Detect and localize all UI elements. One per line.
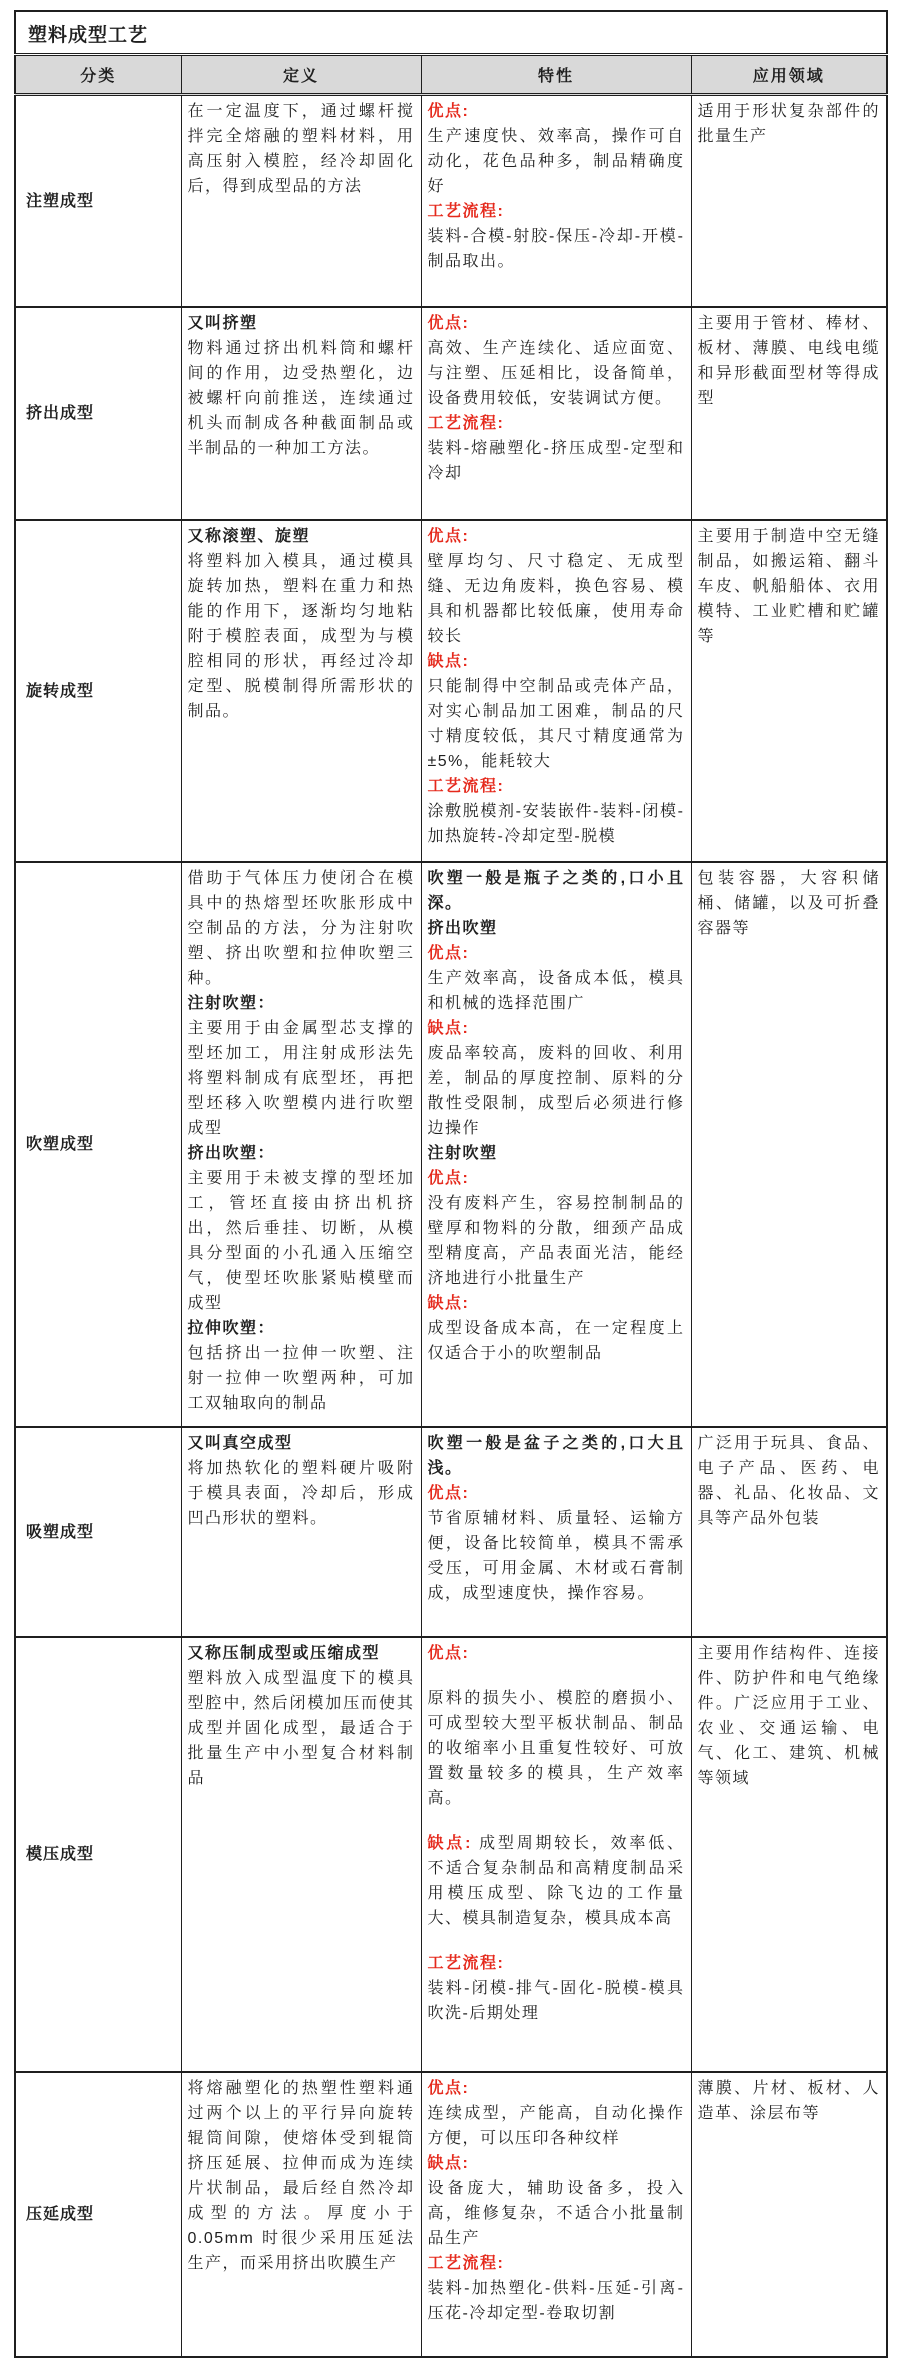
text-segment: 装料-闭模-排气-固化-脱模-模具吹洗-后期处理 bbox=[427, 1979, 685, 2022]
paragraph bbox=[428, 941, 685, 966]
definition-cell bbox=[181, 862, 421, 1427]
category-cell: 模压成型 bbox=[15, 1637, 181, 2072]
paragraph bbox=[188, 1141, 415, 1166]
paragraph bbox=[698, 1641, 881, 1791]
paragraph bbox=[428, 1316, 685, 1366]
features-cell bbox=[421, 1427, 691, 1637]
text-segment: 涂敷脱模剂-安装嵌件-装料-闭模-加热旋转-冷却定型-脱模 bbox=[427, 802, 685, 845]
table-body bbox=[15, 95, 887, 2357]
text-segment: 壁厚均匀、尺寸稳定、无成型缝、无边角废料，换色容易、模具和机器都比较低廉，使用寿命较长 bbox=[427, 552, 685, 645]
text-segment: 连续成型，产能高，自动化操作方便，可以压印各种纹样 bbox=[427, 2104, 685, 2147]
text-segment: 装料-熔融塑化-挤压成型-定型和冷却 bbox=[427, 439, 685, 482]
applications-cell bbox=[691, 2072, 887, 2357]
paragraph bbox=[428, 311, 685, 336]
features-cell bbox=[421, 95, 691, 307]
features-cell bbox=[421, 307, 691, 520]
text-segment: 挤出吹塑： bbox=[187, 1144, 276, 1162]
column-header-features: 特性 bbox=[421, 55, 691, 95]
paragraph bbox=[428, 1291, 685, 1316]
text-segment: 薄膜、片材、板材、人造革、涂层布等 bbox=[697, 2079, 881, 2122]
text-segment: 又称滚塑、旋塑 bbox=[187, 527, 311, 545]
paragraph bbox=[428, 2276, 685, 2326]
paragraph bbox=[428, 866, 685, 916]
paragraph bbox=[428, 99, 685, 124]
paragraph bbox=[428, 1016, 685, 1041]
text-segment: 包装容器，大容积储桶、储罐，以及可折叠容器等 bbox=[697, 869, 881, 937]
category-cell: 旋转成型 bbox=[15, 520, 181, 862]
highlight-label: 优点: bbox=[427, 944, 470, 962]
text-segment: 废品率较高，废料的回收、利用差，制品的厚度控制、原料的分散性受限制，成型后必须进行修边操作 bbox=[427, 1044, 685, 1137]
paragraph bbox=[428, 649, 685, 674]
text-segment: 主要用于制造中空无缝制品，如搬运箱、翻斗车皮、帆船船体、衣用模特、工业贮槽和贮罐等 bbox=[697, 527, 881, 645]
text-segment: 成型周期较长，效率低、不适合复杂制品和高精度制品采用模压成型、除飞边的工作量大、模具制造复杂，模具成本高 bbox=[427, 1834, 685, 1927]
highlight-label: 优点: bbox=[427, 314, 470, 332]
plastic-molding-table bbox=[14, 10, 888, 2358]
text-segment: 将塑料加入模具，通过模具旋转加热，塑料在重力和热能的作用下，逐渐均匀地粘附于模腔表面，成型为与模腔相同的形状，再经过冷却定型、脱模制得所需形状的制品。 bbox=[187, 552, 415, 720]
highlight-label: 工艺流程: bbox=[427, 1954, 505, 1972]
paragraph bbox=[188, 1016, 415, 1141]
highlight-label: 工艺流程: bbox=[427, 203, 505, 220]
paragraph bbox=[428, 774, 685, 799]
table-row bbox=[15, 1427, 887, 1637]
paragraph bbox=[188, 99, 415, 199]
paragraph bbox=[188, 311, 415, 336]
paragraph bbox=[428, 1976, 685, 2026]
paragraph bbox=[428, 916, 685, 941]
text-segment: 注射吹塑 bbox=[427, 1144, 498, 1162]
paragraph bbox=[428, 1191, 685, 1291]
applications-cell bbox=[691, 862, 887, 1427]
text-segment: 原料的损失小、模腔的磨损小、可成型较大型平板状制品、制品的收缩率小且重复性较好、可放置数量较多的模具，生产效率高。 bbox=[427, 1689, 685, 1807]
text-segment: 设备庞大，辅助设备多，投入高，维修复杂，不适合小批量制品生产 bbox=[427, 2179, 685, 2247]
paragraph bbox=[698, 2076, 881, 2126]
paragraph bbox=[428, 549, 685, 649]
highlight-label: 优点: bbox=[427, 1644, 470, 1662]
table-row bbox=[15, 862, 887, 1427]
table-row bbox=[15, 2072, 887, 2357]
paragraph bbox=[188, 1666, 415, 1791]
table-title-row bbox=[15, 11, 887, 55]
applications-cell bbox=[691, 95, 887, 307]
paragraph bbox=[188, 991, 415, 1016]
paragraph bbox=[698, 99, 881, 149]
paragraph bbox=[188, 866, 415, 991]
text-segment: 主要用于管材、棒材、板材、薄膜、电线电缆和异形截面型材等得成型 bbox=[697, 314, 881, 407]
category-cell: 吸塑成型 bbox=[15, 1427, 181, 1637]
table-row bbox=[15, 95, 887, 307]
paragraph bbox=[698, 524, 881, 649]
paragraph bbox=[188, 1341, 415, 1416]
category-cell: 注塑成型 bbox=[15, 95, 181, 307]
applications-cell bbox=[691, 1427, 887, 1637]
text-segment: 注射吹塑： bbox=[187, 994, 276, 1012]
highlight-label: 缺点: bbox=[427, 1834, 472, 1852]
paragraph bbox=[428, 1831, 685, 1931]
column-header-applications: 应用领域 bbox=[691, 55, 887, 95]
paragraph bbox=[428, 199, 685, 224]
highlight-label: 优点: bbox=[427, 2079, 470, 2097]
paragraph bbox=[188, 524, 415, 549]
applications-cell bbox=[691, 307, 887, 520]
text-segment: 成型设备成本高，在一定程度上仅适合于小的吹塑制品 bbox=[427, 1319, 685, 1362]
text-segment: 节省原辅材料、质量轻、运输方便，设备比较简单，模具不需承受压，可用金属、木材或石膏制成，成型速度快，操作容易。 bbox=[427, 1509, 685, 1602]
text-segment: 装料-加热塑化-供料-压延-引离-压花-冷却定型-卷取切割 bbox=[427, 2279, 685, 2322]
highlight-label: 缺点: bbox=[427, 1019, 470, 1037]
paragraph bbox=[698, 311, 881, 411]
highlight-label: 缺点: bbox=[427, 652, 470, 670]
applications-cell bbox=[691, 520, 887, 862]
paragraph bbox=[428, 336, 685, 411]
definition-cell bbox=[181, 520, 421, 862]
paragraph bbox=[428, 1166, 685, 1191]
table-row bbox=[15, 1637, 887, 2072]
text-segment: 主要用作结构件、连接件、防护件和电气绝缘件。广泛应用于工业、农业、交通运输、电气、化工、建筑、机械等领域 bbox=[697, 1644, 881, 1787]
paragraph bbox=[428, 1641, 685, 1666]
text-segment: 借助于气体压力使闭合在模具中的热熔型坯吹胀形成中空制品的方法，分为注射吹塑、挤出吹塑和拉伸吹塑三种。 bbox=[187, 869, 415, 987]
text-segment: 适用于形状复杂部件的批量生产 bbox=[697, 103, 881, 145]
paragraph bbox=[428, 1666, 685, 1686]
paragraph bbox=[428, 1506, 685, 1606]
paragraph bbox=[428, 966, 685, 1016]
text-segment: 又叫真空成型 bbox=[187, 1434, 293, 1452]
text-segment: 吹塑一般是瓶子之类的,口小且深。 bbox=[427, 869, 685, 912]
text-segment: 主要用于由金属型芯支撑的型坯加工，用注射成形法先将塑料制成有底型坯，再把型坯移入吹塑模内进行吹塑成型 bbox=[187, 1019, 415, 1137]
paragraph bbox=[428, 524, 685, 549]
paragraph bbox=[428, 1686, 685, 1811]
text-segment: 生产速度快、效率高，操作可自动化，花色品种多，制品精确度好 bbox=[427, 128, 685, 195]
highlight-label: 工艺流程: bbox=[427, 2254, 505, 2272]
paragraph bbox=[428, 799, 685, 849]
highlight-label: 优点: bbox=[427, 527, 470, 545]
applications-cell bbox=[691, 1637, 887, 2072]
category-cell: 挤出成型 bbox=[15, 307, 181, 520]
text-segment: 拉伸吹塑： bbox=[187, 1319, 276, 1337]
paragraph bbox=[428, 436, 685, 486]
text-segment: 生产效率高，设备成本低，模具和机械的选择范围广 bbox=[427, 969, 685, 1012]
text-segment: 挤出吹塑 bbox=[427, 919, 498, 937]
paragraph bbox=[428, 1041, 685, 1141]
paragraph bbox=[188, 1316, 415, 1341]
paragraph bbox=[428, 674, 685, 774]
text-segment: 物料通过挤出机料筒和螺杆间的作用，边受热塑化，边被螺杆向前推送，连续通过机头而制成各种截面制品或半制品的一种加工方法。 bbox=[187, 339, 415, 457]
paragraph bbox=[428, 411, 685, 436]
paragraph bbox=[428, 224, 685, 274]
paragraph bbox=[428, 1481, 685, 1506]
features-cell bbox=[421, 1637, 691, 2072]
text-segment: 包括挤出一拉伸一吹塑、注射一拉伸一吹塑两种，可加工双轴取向的制品 bbox=[187, 1344, 415, 1412]
text-segment: 主要用于未被支撑的型坯加工，管坯直接由挤出机挤出，然后垂挂、切断，从模具分型面的小孔通入压缩空气，使型坯吹胀紧贴模壁而成型 bbox=[187, 1169, 415, 1312]
table-header-row bbox=[15, 55, 887, 95]
text-segment: 又称压制成型或压缩成型 bbox=[187, 1644, 381, 1662]
highlight-label: 缺点: bbox=[427, 1294, 470, 1312]
paragraph bbox=[698, 1431, 881, 1531]
definition-cell bbox=[181, 1427, 421, 1637]
paragraph bbox=[428, 2076, 685, 2101]
definition-cell bbox=[181, 307, 421, 520]
paragraph bbox=[188, 2076, 415, 2276]
paragraph bbox=[428, 1431, 685, 1481]
paragraph bbox=[188, 1431, 415, 1456]
paragraph bbox=[428, 1141, 685, 1166]
features-cell bbox=[421, 862, 691, 1427]
paragraph bbox=[428, 124, 685, 199]
paragraph bbox=[428, 1811, 685, 1831]
text-segment: 又叫挤塑 bbox=[187, 314, 258, 332]
highlight-label: 优点: bbox=[427, 1169, 470, 1187]
paragraph bbox=[188, 1456, 415, 1531]
paragraph bbox=[428, 2101, 685, 2151]
text-segment: 在一定温度下，通过螺杆搅拌完全熔融的塑料材料，用高压射入模腔，经冷却固化后，得到成型品的方法 bbox=[187, 103, 415, 195]
page-title: 塑料成型工艺 bbox=[15, 11, 887, 55]
definition-cell bbox=[181, 1637, 421, 2072]
text-segment: 塑料放入成型温度下的模具型腔中, 然后闭模加压而使其成型并固化成型，最适合于批量生产中小型复合材料制品 bbox=[187, 1669, 415, 1787]
highlight-label: 工艺流程: bbox=[427, 414, 505, 432]
column-header-definition: 定义 bbox=[181, 55, 421, 95]
paragraph bbox=[188, 549, 415, 724]
paragraph bbox=[698, 866, 881, 941]
text-segment: 装料-合模-射胶-保压-冷却-开模-制品取出。 bbox=[427, 228, 685, 270]
table-row bbox=[15, 307, 887, 520]
text-segment: 广泛用于玩具、食品、电子产品、医药、电器、礼品、化妆品、文具等产品外包装 bbox=[697, 1434, 881, 1527]
paragraph bbox=[428, 2251, 685, 2276]
text-segment: 吹塑一般是盆子之类的,口大且浅。 bbox=[427, 1434, 685, 1477]
highlight-label: 优点: bbox=[427, 1484, 470, 1502]
category-cell: 压延成型 bbox=[15, 2072, 181, 2357]
text-segment: 高效、生产连续化、适应面宽、与注塑、压延相比，设备简单，设备费用较低，安装调试方便。 bbox=[427, 339, 685, 407]
paragraph bbox=[188, 1641, 415, 1666]
paragraph bbox=[188, 1166, 415, 1316]
text-segment: 将熔融塑化的热塑性塑料通过两个以上的平行异向旋转辊筒间隙，使熔体受到辊筒挤压延展、拉伸而成为连续片状制品，最后经自然冷却成型的方法。厚度小于 0.05mm 时很少采用压延法生产，而采用挤出吹膜生产 bbox=[187, 2079, 415, 2272]
features-cell bbox=[421, 520, 691, 862]
definition-cell bbox=[181, 2072, 421, 2357]
paragraph bbox=[428, 2151, 685, 2176]
table-row bbox=[15, 520, 887, 862]
paragraph bbox=[428, 1951, 685, 1976]
paragraph bbox=[188, 336, 415, 461]
column-header-category: 分类 bbox=[15, 55, 181, 95]
highlight-label: 工艺流程: bbox=[427, 777, 505, 795]
definition-cell bbox=[181, 95, 421, 307]
highlight-label: 缺点: bbox=[427, 2154, 470, 2172]
category-cell: 吹塑成型 bbox=[15, 862, 181, 1427]
text-segment: 没有废料产生，容易控制制品的壁厚和物料的分散，细颈产品成型精度高，产品表面光洁，能经济地进行小批量生产 bbox=[427, 1194, 685, 1287]
paragraph bbox=[428, 2176, 685, 2251]
text-segment: 只能制得中空制品或壳体产品，对实心制品加工困难，制品的尺寸精度较低，其尺寸精度通常为±5%，能耗较大 bbox=[427, 677, 685, 770]
features-cell bbox=[421, 2072, 691, 2357]
paragraph bbox=[428, 1931, 685, 1951]
text-segment: 将加热软化的塑料硬片吸附于模具表面，冷却后，形成凹凸形状的塑料。 bbox=[187, 1459, 415, 1527]
highlight-label: 优点: bbox=[427, 103, 470, 120]
